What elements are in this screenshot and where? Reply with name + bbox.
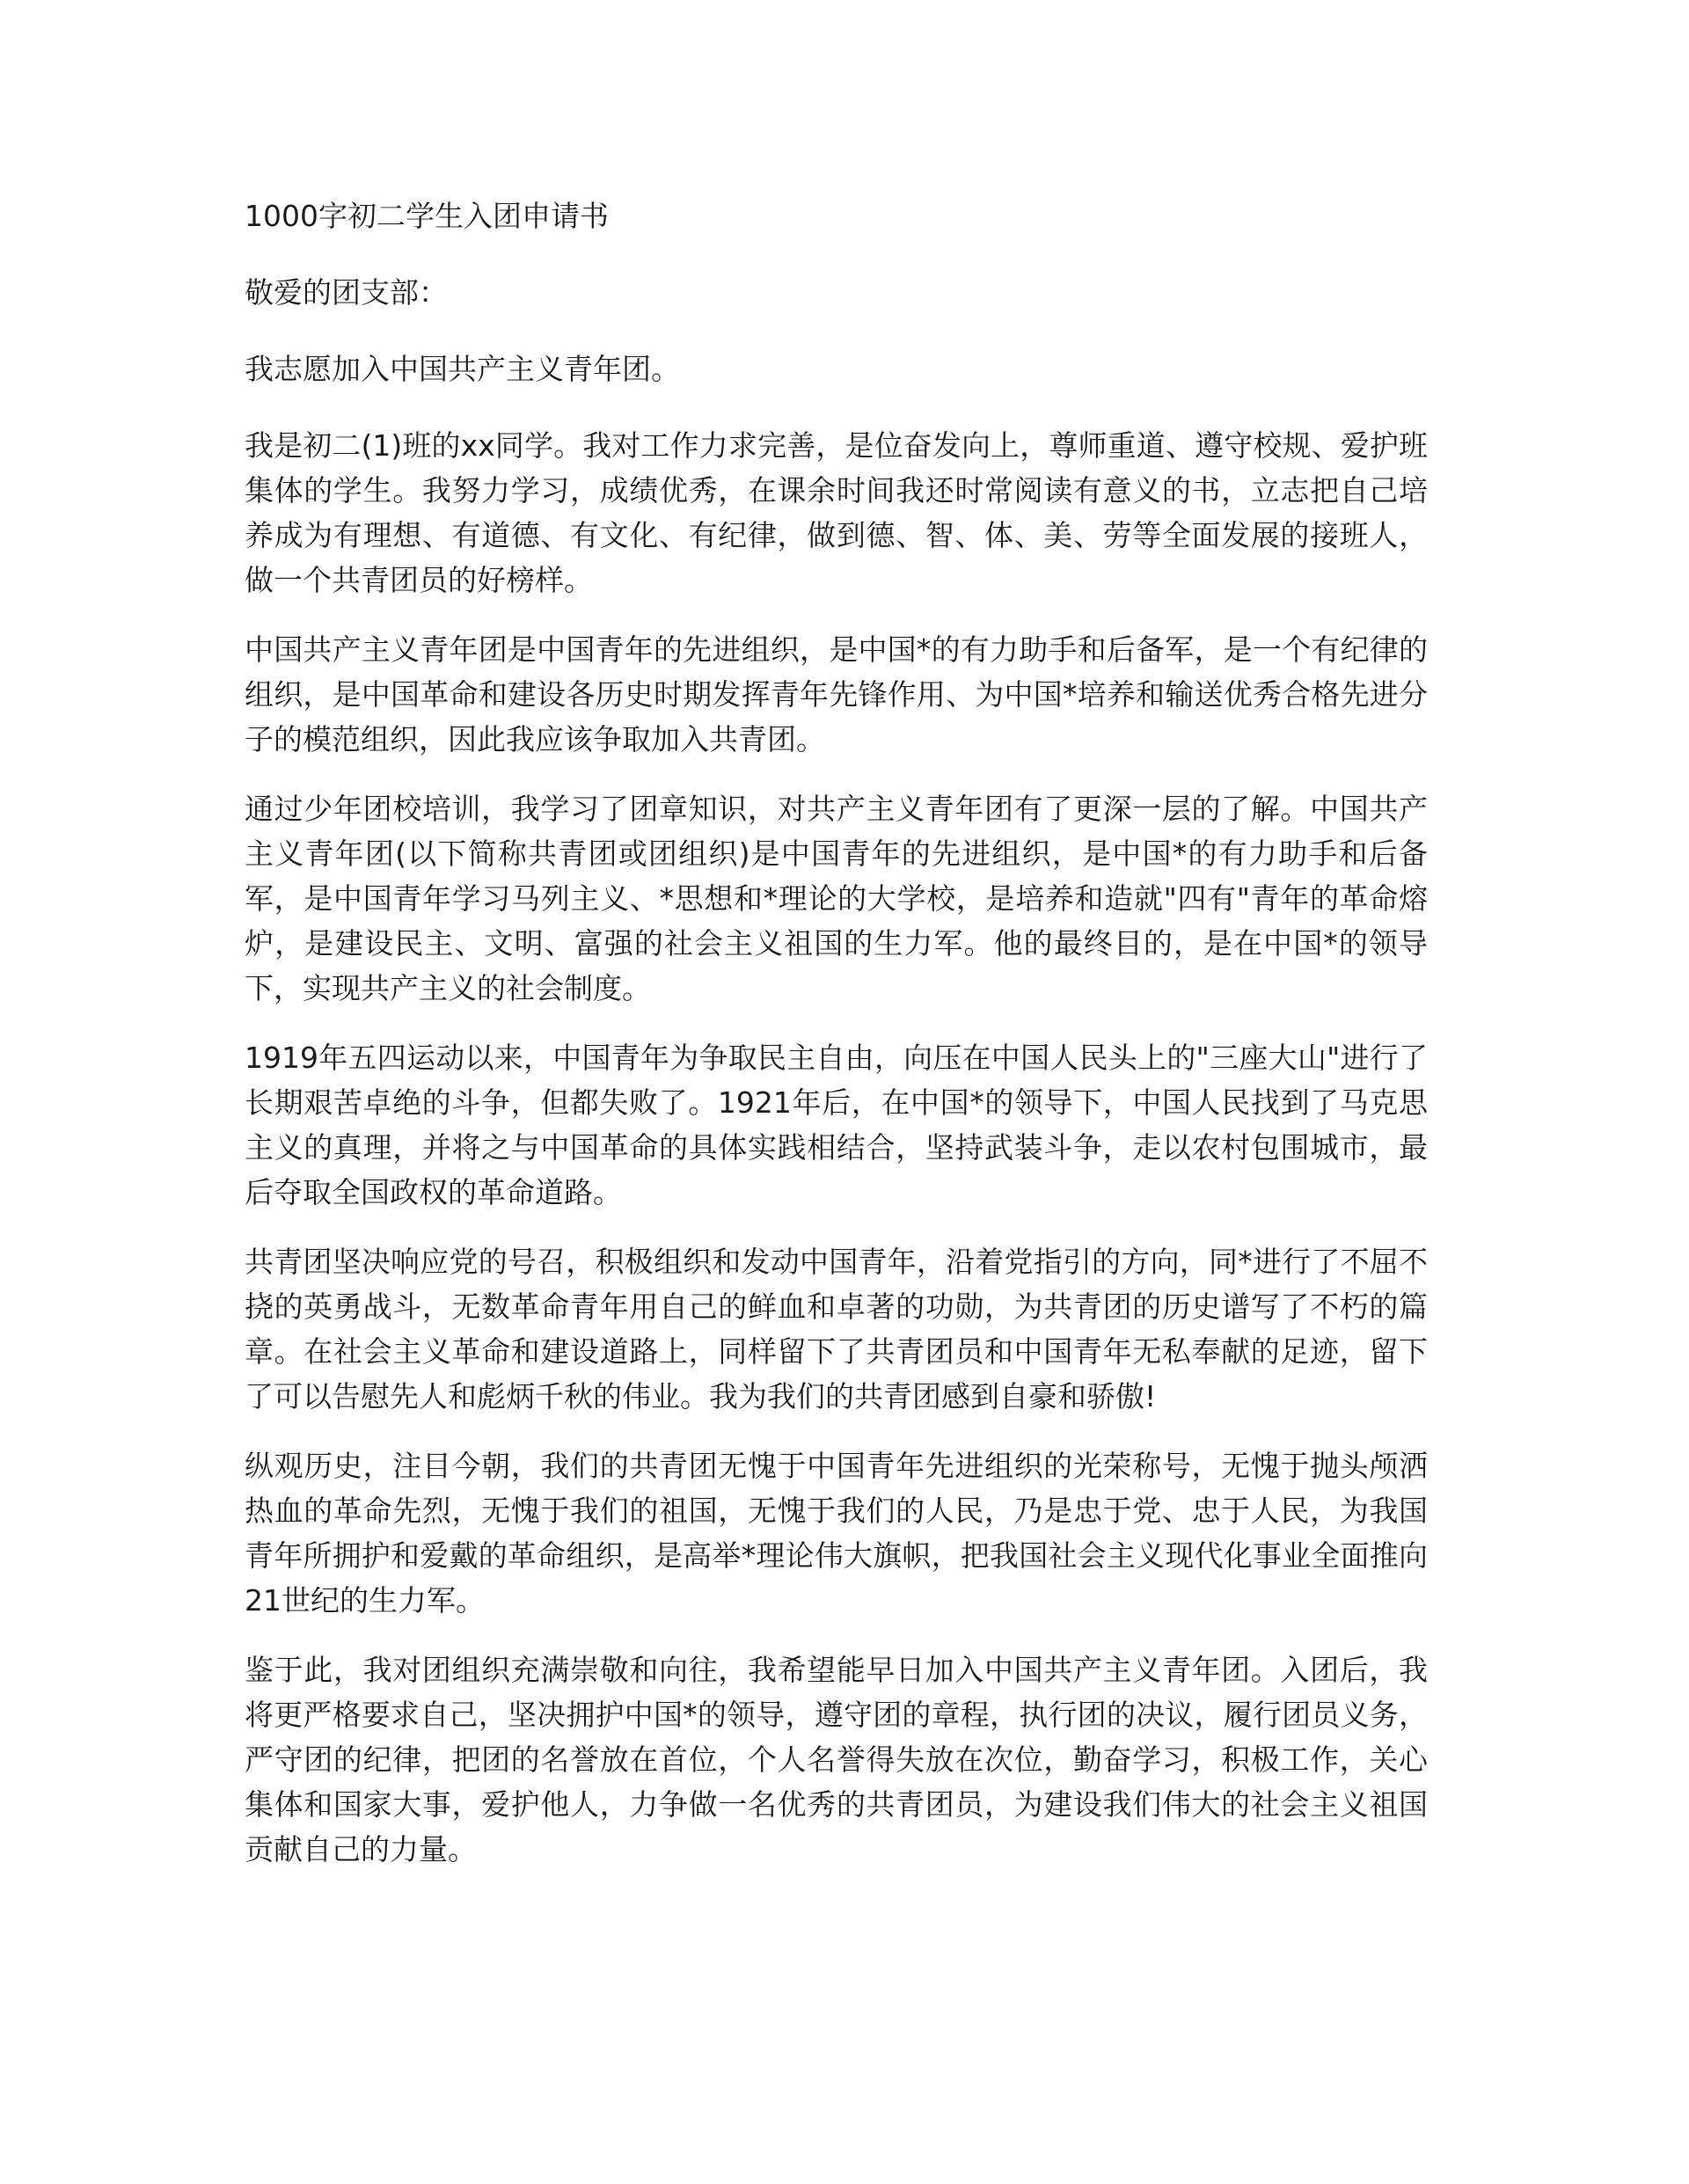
document-title: 1000字初二学生入团申请书 <box>245 199 609 233</box>
paragraph-commitment: 鉴于此，我对团组织充满崇敬和向往，我希望能早日加入中国共产主义青年团。入团后，我将更严格要求自己，坚决拥护中国*的领导，遵守团的章程，执行团的决议，履行团员义务，严守团的纪律，把团的名誉放在首位，个人名誉得失放在次位，勤奋学习，积极工作，关心集体和国家大事，爱护他人，力争做一名优秀的共青团员，为建设我们伟大的社会主义祖国贡献自己的力量。 <box>245 1653 1428 1866</box>
paragraph-intro: 我志愿加入中国共产主义青年团。 <box>245 352 680 386</box>
paragraph-review: 纵观历史，注目今朝，我们的共青团无愧于中国青年先进组织的光荣称号，无愧于抛头颅洒热血的革命先烈，无愧于我们的祖国，无愧于我们的人民，乃是忠于党、忠于人民，为我国青年所拥护和爱戴的革命组织，是高举*理论伟大旗帜，把我国社会主义现代化事业全面推向21世纪的生力军。 <box>245 1449 1428 1618</box>
paragraph-self-introduction: 我是初二(1)班的xx同学。我对工作力求完善，是位奋发向上，尊师重道、遵守校规、爱护班集体的学生。我努力学习，成绩优秀，在课余时间我还时常阅读有意义的书，立志把自己培养成为有理想、有道德、有文化、有纪律，做到德、智、体、美、劳等全面发展的接班人，做一个共青团员的好榜样。 <box>245 428 1428 597</box>
paragraph-history: 1919年五四运动以来，中国青年为争取民主自由，向压在中国人民头上的"三座大山"进行了长期艰苦卓绝的斗争，但都失败了。1921年后，在中国*的领导下，中国人民找到了马克思主义的真理，并将之与中国革命的具体实践相结合，坚持武装斗争，走以农村包围城市，最后夺取全国政权的革命道路。 <box>245 1041 1428 1209</box>
paragraph-league-struggle: 共青团坚决响应党的号召，积极组织和发动中国青年，沿着党指引的方向，同*进行了不屈不挠的英勇战斗，无数革命青年用自己的鲜血和卓著的功勋，为共青团的历史谱写了不朽的篇章。在社会主义革命和建设道路上，同样留下了共青团员和中国青年无私奉献的足迹，留下了可以告慰先人和彪炳千秋的伟业。我为我们的共青团感到自豪和骄傲! <box>245 1245 1428 1413</box>
salutation: 敬爱的团支部： <box>245 275 448 310</box>
paragraph-training: 通过少年团校培训，我学习了团章知识，对共产主义青年团有了更深一层的了解。中国共产主义青年团(以下简称共青团或团组织)是中国青年的先进组织，是中国*的有力助手和后备军，是中国青年学习马列主义、*思想和*理论的大学校，是培养和造就"四有"青年的革命熔炉，是建设民主、文明、富强的社会主义祖国的生力军。他的最终目的，是在中国*的领导下，实现共产主义的社会制度。 <box>245 792 1428 1005</box>
paragraph-league-nature: 中国共产主义青年团是中国青年的先进组织，是中国*的有力助手和后备军，是一个有纪律的组织，是中国革命和建设各历史时期发挥青年先锋作用、为中国*培养和输送优秀合格先进分子的模范组织，因此我应该争取加入共青团。 <box>245 632 1428 756</box>
document-body <box>245 194 1428 1896</box>
